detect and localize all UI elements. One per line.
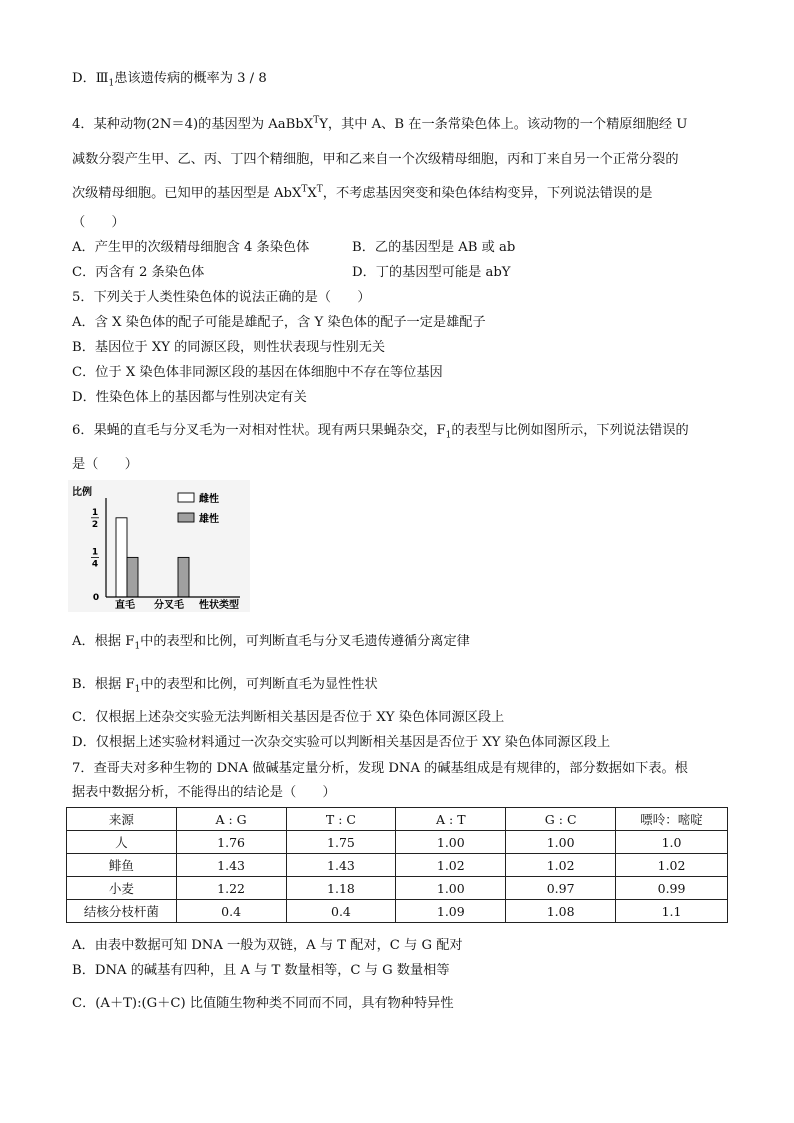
table-row [67, 854, 728, 877]
q4-stem-line3: 次级精母细胞。已知甲的基因型是 $AbX^TX^T$，不考虑基因突变和染色体结构变异，下列说法错误的是 [72, 184, 653, 201]
q4-option-b: B．乙的基因型是 AB 或 ab [352, 240, 516, 255]
table-header-cell: G : C [506, 808, 616, 831]
legend-swatch [178, 513, 194, 522]
q7-option-a: A．由表中数据可知 DNA 一般为双链，A 与 T 配对，C 与 G 配对 [72, 938, 463, 953]
q5-stem: 5．下列关于人类性染色体的说法正确的是（ ） [72, 290, 371, 305]
table-cell: 1.00 [506, 831, 616, 854]
x-category-label: 直毛 [115, 600, 135, 611]
table-cell: 0.99 [616, 877, 728, 900]
table-cell: 小麦 [67, 877, 177, 900]
table-cell: 1.76 [176, 831, 286, 854]
table-cell: 1.09 [396, 900, 506, 923]
table-row [67, 900, 728, 923]
q6-stem-line1: 6．果蝇的直毛与分叉毛为一对相对性状。现有两只果蝇杂交，$F_1$的表型与比例如图所示，下列说法错误的 [72, 423, 689, 441]
q7-stem-line1: 7．查哥夫对多种生物的 DNA 做碱基定量分析，发现 DNA 的碱基组成是有规律的，部分数据如下表。根 [72, 761, 688, 776]
table-cell: 0.4 [176, 900, 286, 923]
table-cell: 1.18 [286, 877, 396, 900]
x-category-label: 分叉毛 [154, 600, 184, 611]
y-tick-denominator: 2 [91, 519, 99, 530]
table-header-row [67, 808, 728, 831]
q6-option-a: A．根据 $F_1$中的表型和比例，可判断直毛与分叉毛遗传遵循分离定律 [72, 634, 470, 652]
table-cell: 0.97 [506, 877, 616, 900]
q4-stem-line1: 4．某种动物(2N＝4)的基因型为 AaBbX$^T$Y，其中 A、B 在一条常染色体上。该动物的一个精原细胞经 U [72, 115, 688, 132]
table-cell: 0.4 [286, 900, 396, 923]
q7-stem-line2: 据表中数据分析，不能得出的结论是（ ） [72, 785, 336, 800]
q4-answer-blank: （ ） [72, 215, 125, 230]
table-header-cell: 来源 [67, 808, 177, 831]
q4-option-a: A．产生甲的次级精母细胞含 4 条染色体 [72, 240, 310, 255]
q6-option-d: D．仅根据上述实验材料通过一次杂交实验可以判断相关基因是否位于 XY 染色体同源区段上 [72, 735, 611, 750]
table-row [67, 877, 728, 900]
table-cell: 1.08 [506, 900, 616, 923]
q4-option-c: C．丙含有 2 条染色体 [72, 265, 205, 280]
q6-option-b: B．根据 $F_1$中的表型和比例，可判断直毛为显性性状 [72, 677, 378, 695]
table-cell: 1.0 [616, 831, 728, 854]
table-cell: 1.43 [176, 854, 286, 877]
table-cell: 1.1 [616, 900, 728, 923]
legend-label: 雌性 [199, 494, 219, 505]
table-cell: 1.02 [506, 854, 616, 877]
table-cell: 1.02 [616, 854, 728, 877]
table-cell: 1.43 [286, 854, 396, 877]
q5-option-c: C．位于 X 染色体非同源区段的基因在体细胞中不存在等位基因 [72, 365, 443, 380]
q7-option-c: C．(A＋T):(G＋C) 比值随生物种类不同而不同，具有物种特异性 [72, 996, 454, 1011]
table-cell: 1.02 [396, 854, 506, 877]
y-axis-label: 比例 [72, 487, 92, 498]
table-header-cell: 嘌呤：嘧啶 [616, 808, 728, 831]
table-cell: 1.75 [286, 831, 396, 854]
table-header-cell: T : C [286, 808, 396, 831]
legend-swatch [178, 493, 194, 502]
table-cell: 人 [67, 831, 177, 854]
bar-雄性-直毛 [127, 557, 138, 597]
y-tick-label: 0 [92, 593, 100, 603]
table-cell: 鲱鱼 [67, 854, 177, 877]
dna-base-table [66, 807, 728, 923]
trait-ratio-bar-chart [68, 480, 250, 612]
table-cell: 1.22 [176, 877, 286, 900]
q4-stem-line2: 减数分裂产生甲、乙、丙、丁四个精细胞，甲和乙来自一个次级精母细胞，丙和丁来自另一个正常分裂的 [72, 152, 679, 167]
table-cell: 结核分枝杆菌 [67, 900, 177, 923]
q6-stem-line2: 是（ ） [72, 457, 138, 472]
legend-label: 雄性 [199, 514, 219, 525]
y-tick-denominator: 4 [91, 559, 99, 570]
table-header-cell: A : T [396, 808, 506, 831]
table-header-cell: A : G [176, 808, 286, 831]
table-row [67, 831, 728, 854]
bar-雌性-直毛 [116, 518, 127, 597]
y-tick-numerator: 1 [91, 507, 99, 518]
table-cell: 1.00 [396, 877, 506, 900]
q5-option-a: A．含 X 染色体的配子可能是雄配子，含 Y 染色体的配子一定是雄配子 [72, 315, 486, 330]
x-axis-label: 性状类型 [199, 600, 239, 611]
bar-雄性-分叉毛 [178, 557, 189, 597]
q7-option-b: B．DNA 的碱基有四种，且 A 与 T 数量相等，C 与 G 数量相等 [72, 963, 450, 978]
table-cell: 1.00 [396, 831, 506, 854]
q3-option-d: D．$Ⅲ_1$患该遗传病的概率为 3 / 8 [72, 71, 267, 89]
q4-option-d: D．丁的基因型可能是 abY [352, 265, 511, 280]
q5-option-d: D．性染色体上的基因都与性别决定有关 [72, 390, 307, 405]
y-tick-numerator: 1 [91, 547, 99, 558]
q5-option-b: B．基因位于 XY 的同源区段，则性状表现与性别无关 [72, 340, 386, 355]
q6-option-c: C．仅根据上述杂交实验无法判断相关基因是否位于 XY 染色体同源区段上 [72, 710, 505, 725]
